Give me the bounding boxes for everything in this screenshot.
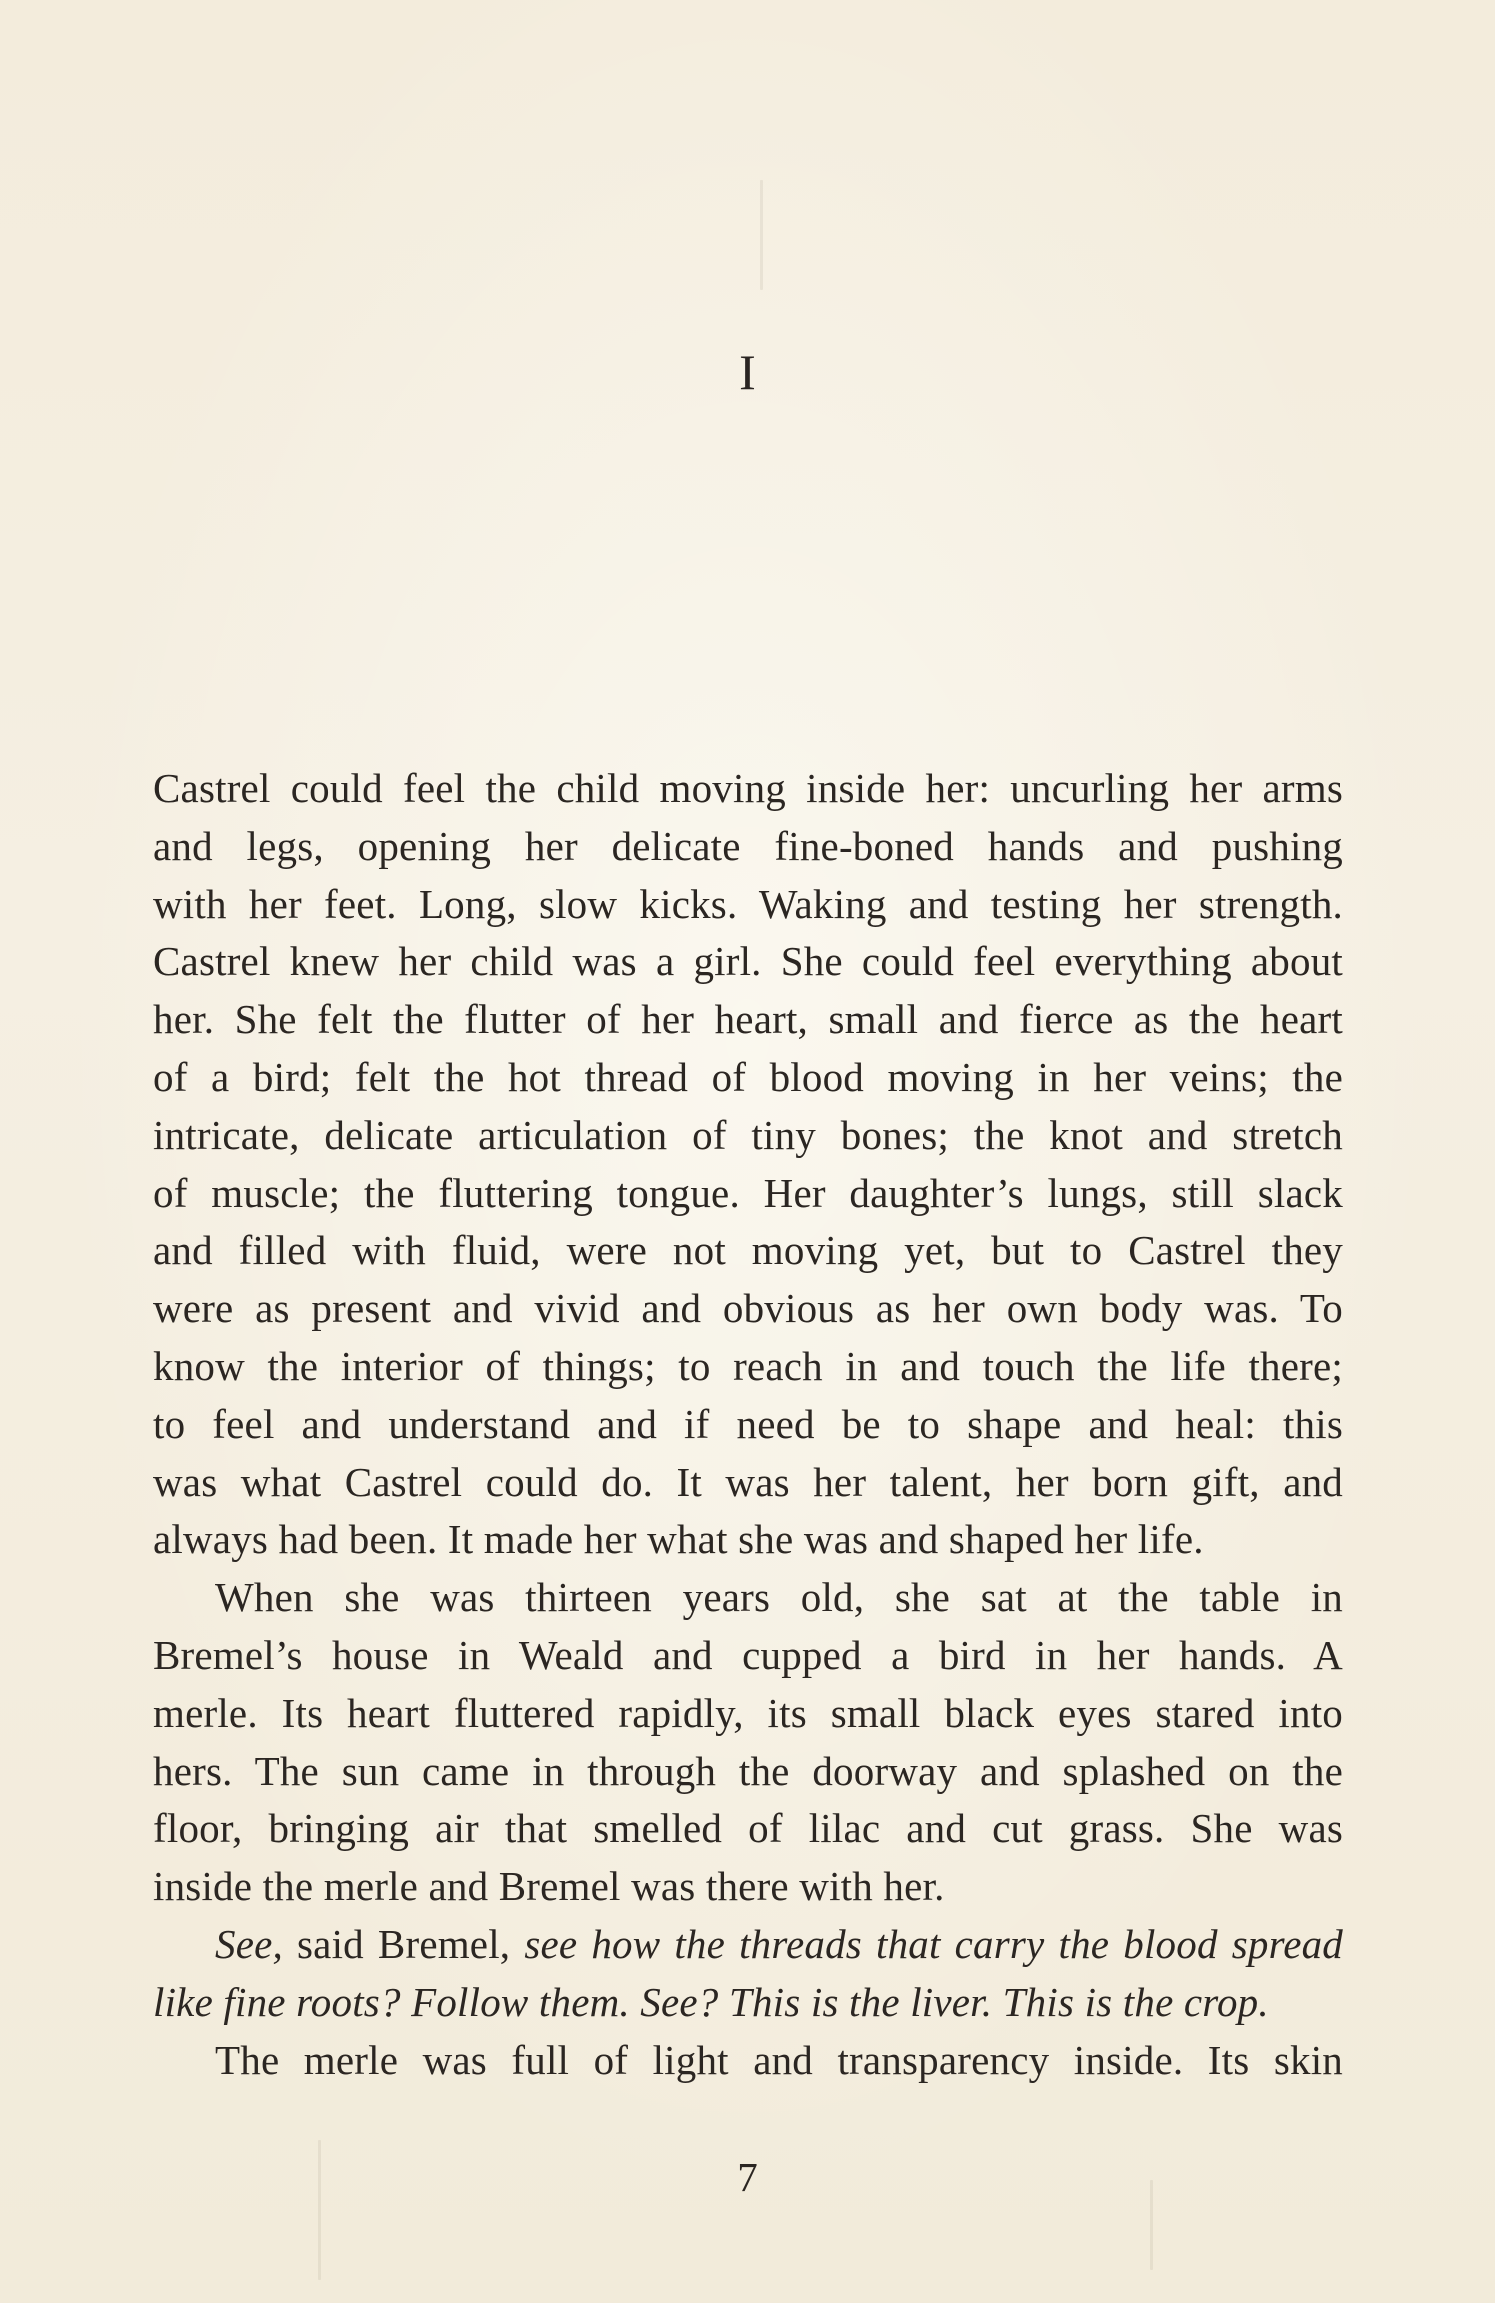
chapter-number: I: [739, 344, 756, 400]
text-line: Castrel could feel the child moving inside her: uncurling her arms: [153, 765, 1343, 811]
text-line: Castrel knew her child was a girl. She could feel everything about: [153, 938, 1343, 985]
paragraph-3: [153, 1916, 1343, 2032]
show-through-mark: [760, 180, 763, 290]
paragraph-4: [153, 2032, 1343, 2090]
text-line: and filled with fluid, were not moving yet, but to Castrel they: [153, 1227, 1343, 1274]
text-line: intricate, delicate articulation of tiny bones; the knot and stretch: [153, 1111, 1343, 1158]
text-line: was what Castrel could do. It was her talent, her born gift, and: [153, 1458, 1343, 1505]
text-line: Bremel’s house in Weald and cupped a bird in her hands. A: [153, 1631, 1343, 1678]
text-line: and legs, opening her delicate fine-boned hands and pushing: [153, 822, 1343, 869]
text-line: When she was thirteen years old, she sat at the table in: [215, 1574, 1343, 1621]
text-line: merle. Its heart fluttered rapidly, its small black eyes stared into: [153, 1689, 1343, 1736]
italic-text: see how the threads that carry the blood spread: [524, 1920, 1343, 1967]
text-line: of muscle; the fluttering tongue. Her daughter’s lungs, still slack: [153, 1169, 1343, 1216]
chapter-body-text: [153, 760, 1343, 2089]
text-line: with her feet. Long, slow kicks. Waking and testing her strength.: [153, 880, 1343, 927]
paragraph-1: [153, 760, 1343, 1569]
text-line: to feel and understand and if need be to shape and heal: this: [153, 1400, 1343, 1447]
text-line: The merle was full of light and transparency inside. Its skin: [215, 2036, 1343, 2083]
text-line: were as present and vivid and obvious as her own body was. To: [153, 1285, 1343, 1332]
text-line: her. She felt the flutter of her heart, small and fierce as the heart: [153, 996, 1343, 1043]
paragraph-2: [153, 1569, 1343, 1916]
roman-text: said Bremel,: [282, 1920, 525, 1967]
text-line: of a bird; felt the hot thread of blood moving in her veins; the: [153, 1053, 1343, 1100]
text-line: always had been. It made her what she was and shaped her life.: [153, 1516, 1204, 1563]
text-line: [153, 1916, 1343, 1974]
page-number: 7: [737, 2154, 758, 2200]
italic-text: See,: [215, 1920, 283, 1967]
text-line: know the interior of things; to reach in and touch the life there;: [153, 1342, 1343, 1389]
text-line: inside the merle and Bremel was there with her.: [153, 1863, 945, 1910]
text-line: hers. The sun came in through the doorway and splashed on the: [153, 1747, 1343, 1794]
text-line: floor, bringing air that smelled of lilac and cut grass. She was: [153, 1805, 1343, 1852]
text-line: like fine roots? Follow them. See? This is the liver. This is the crop.: [153, 1978, 1269, 2025]
